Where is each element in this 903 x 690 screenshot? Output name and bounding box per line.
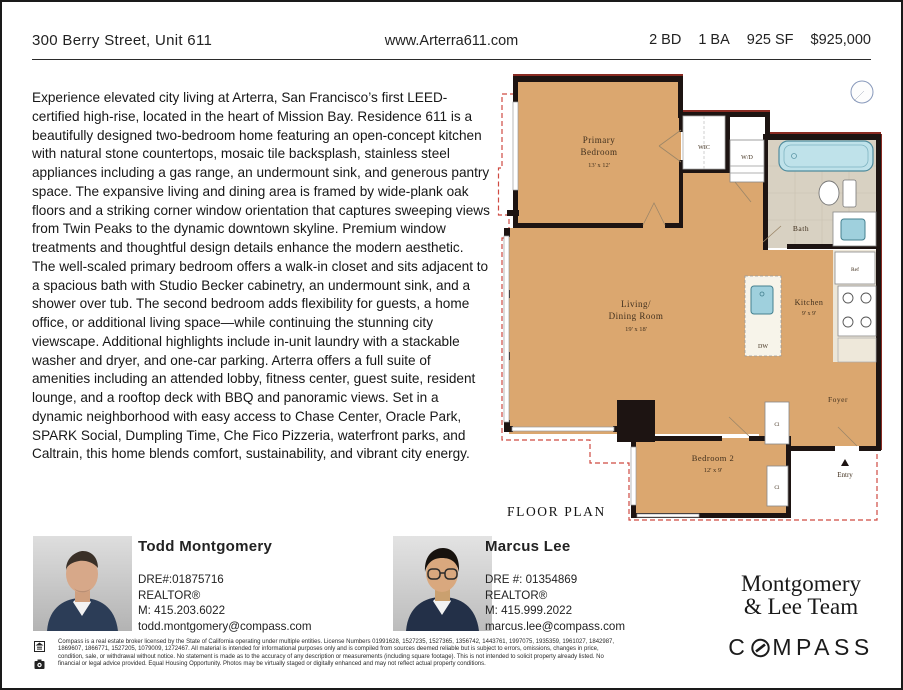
header-divider [32, 59, 871, 60]
agent-card-marcus [485, 538, 745, 634]
label-kitchen-dims: 9' x 9' [801, 311, 817, 317]
compass-logo [708, 634, 894, 661]
entry-arrow-icon [841, 459, 849, 466]
label-wic: WIC [698, 145, 710, 151]
stat-baths: 1 BA [698, 32, 730, 48]
compass-rose-icon [851, 81, 873, 103]
label-primary-bedroom: Primary [582, 135, 616, 145]
agent-mobile: M: 415.203.6022 [138, 604, 226, 618]
label-living-dims: 19' x 18' [625, 326, 647, 333]
label-closet1: Cl [774, 422, 780, 428]
property-website: www.Arterra611.com [384, 33, 519, 49]
compass-logo-c: C [728, 634, 750, 660]
label-dw: DW [758, 344, 768, 350]
label-closet2: Cl [774, 485, 780, 491]
label-bedroom2: Bedroom 2 [691, 453, 735, 463]
disclaimer-text: Compass is a real estate broker licensed by the State of California operating under multiple entities. License Numbers 01991628, 1527235, 1527365, 1356742, 1443761, 1997075, 1935359, 1961027, 1842987, 1869607, 1866771, 1527205, 1079009, 1272467. All material is intended for informational purposes only and is compiled from sources deemed reliable but is subject to errors, omissions, changes in price, condition, sale, or withdrawal without notice. No statement is made as to the accuracy of any description or measurements (including square footage). This is not intended to solicit property already listed. No financial or legal advice provided. Equal Housing Opportunity. Photos may be virtually staged or digitally enhanced and may not reflect actual property conditions. [58, 639, 615, 668]
team-logo-line1: Montgomery [740, 571, 862, 596]
agent-title: REALTOR® [138, 588, 201, 602]
label-primary-bedroom-2: Bedroom [580, 147, 618, 157]
stat-sqft: 925 SF [746, 32, 794, 48]
washer-dryer [730, 140, 764, 182]
agent-dre: DRE#:01875716 [138, 573, 224, 586]
property-address: 300 Berry Street, Unit 611 [32, 32, 213, 49]
label-living: Living/ [621, 299, 651, 309]
agent-email: todd.montgomery@compass.com [138, 619, 312, 633]
label-foyer: Foyer [828, 395, 848, 404]
mls-icon [34, 659, 45, 670]
team-logo-line2: & Lee Team [743, 594, 859, 619]
label-living-2: Dining Room [608, 311, 664, 321]
agent-email: marcus.lee@compass.com [485, 619, 625, 633]
floor-plan [497, 70, 895, 525]
stove [838, 286, 876, 362]
agent-dre: DRE #: 01354869 [485, 573, 578, 586]
agent-name: Marcus Lee [485, 538, 571, 555]
label-wd: W/D [741, 155, 753, 161]
agent-photo-todd [33, 536, 132, 631]
label-bath: Bath [792, 224, 810, 233]
bathtub [779, 141, 873, 171]
stat-beds: 2 BD [649, 32, 682, 48]
bathroom-sink [833, 212, 876, 246]
label-primary-bedroom-dims: 13' x 12' [588, 162, 610, 169]
property-description: Experience elevated city living at Arterra, San Francisco’s first LEED-certified high-rise, located in the heart of Mission Bay. Residence 611 is a beautifully designed two-bedroom home featuring an open-concept kitchen with natural stone countertops, mosaic tile backsplash, stainless steel appliances including a gas range, an undermount sink, and generous pantry space. The expansive living and dining area is framed by wide-plank oak floors and a striking corner window orientation that captures sweeping views from Twin Peaks to the dynamic downtown skyline. Premium window treatments and thoughtful design details enhance the modern aesthetic. The well-scaled primary bedroom offers a walk-in closet and sits adjacent to a spacious bath with Studio Becker cabinetry, an undermount sink, and a shower over tub. The second bedroom adds flexibility for guests, a home office, or additional living space—while continuing the stunning city viewscape. Additional highlights include in-unit laundry with a stackable washer and dryer, and one-car parking. Arterra offers a full suite of amenities including an attended lobby, fitness center, guest suite, resident lounge, and a rooftop deck with BBQ and panoramic views. Set in a dynamic neighborhood with easy access to Chase Center, Oracle Park, SPARK Social, Dumpling Time, Che Fico Pizzeria, waterfront parks, and Caltrain, this home blends comfort, sustainability, and vibrant city energy. [32, 90, 490, 462]
floor-plan-title: FLOOR PLAN [507, 504, 606, 519]
label-bedroom2-dims: 12' x 9' [703, 467, 723, 474]
label-ref: Ref [851, 267, 859, 273]
label-kitchen: Kitchen [794, 298, 824, 307]
walk-in-closet [683, 116, 725, 169]
legal-icons [34, 639, 46, 675]
equal-housing-icon [34, 641, 45, 652]
label-entry: Entry [837, 471, 853, 479]
compass-logo-o-icon [750, 637, 771, 658]
stat-price: $925,000 [810, 32, 871, 48]
property-stats [649, 32, 871, 48]
agent-photo-marcus [393, 536, 492, 631]
agent-mobile: M: 415.999.2022 [485, 604, 573, 618]
compass-logo-rest: MPASS [772, 634, 874, 660]
agent-name: Todd Montgomery [138, 538, 273, 555]
team-logo [708, 572, 894, 618]
agent-title: REALTOR® [485, 588, 548, 602]
agent-card-todd [138, 538, 398, 634]
